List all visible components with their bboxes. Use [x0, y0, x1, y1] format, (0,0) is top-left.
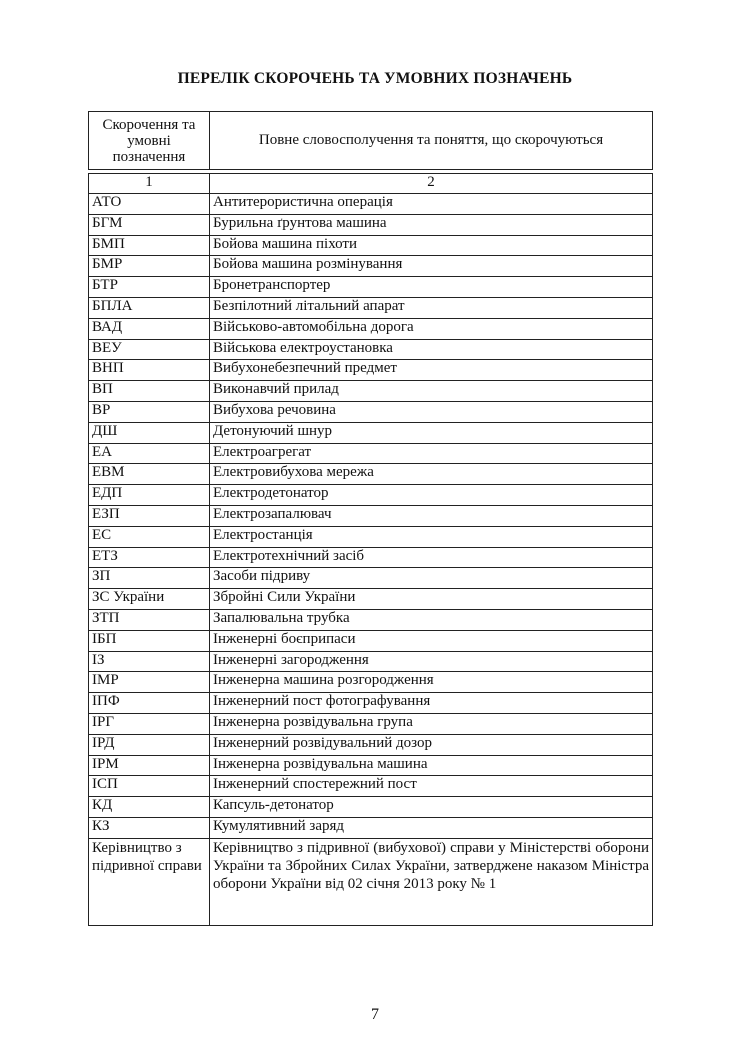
table-row [89, 776, 653, 797]
full-term-cell: Інженерний розвідувальний дозор [210, 734, 653, 755]
full-term-cell: Інженерна розвідувальна група [210, 713, 653, 734]
abbreviation-cell: БТР [89, 277, 210, 298]
full-term-cell: Бойова машина піхоти [210, 235, 653, 256]
full-term-cell: Капсуль-детонатор [210, 797, 653, 818]
table-row [89, 256, 653, 277]
table-row [89, 838, 653, 925]
full-term-cell: Електровибухова мережа [210, 464, 653, 485]
column-number-row [89, 174, 653, 194]
abbreviation-cell: ЕА [89, 443, 210, 464]
table-row [89, 381, 653, 402]
table-row [89, 401, 653, 422]
abbreviations-table [88, 173, 653, 926]
table-row [89, 277, 653, 298]
table-row [89, 734, 653, 755]
full-term-cell: Детонуючий шнур [210, 422, 653, 443]
table-row [89, 630, 653, 651]
full-term-cell: Інженерний спостережний пост [210, 776, 653, 797]
full-term-cell: Інженерний пост фотографування [210, 693, 653, 714]
full-term-cell: Електростанція [210, 526, 653, 547]
abbreviation-cell: ЕТЗ [89, 547, 210, 568]
full-term-cell: Бойова машина розмінування [210, 256, 653, 277]
abbreviation-cell: ІРМ [89, 755, 210, 776]
table-row [89, 194, 653, 215]
table-row [89, 235, 653, 256]
abbreviation-cell: БПЛА [89, 297, 210, 318]
column-number-2: 2 [210, 174, 653, 194]
full-term-cell: Електроагрегат [210, 443, 653, 464]
table-row [89, 485, 653, 506]
full-term-cell: Електротехнічний засіб [210, 547, 653, 568]
abbreviation-cell: КЗ [89, 817, 210, 838]
abbreviation-cell: ІМР [89, 672, 210, 693]
abbreviation-cell: ІРД [89, 734, 210, 755]
full-term-cell: Інженерна розвідувальна машина [210, 755, 653, 776]
abbreviation-cell: ІСП [89, 776, 210, 797]
header-full-term: Повне словосполучення та поняття, що скорочуються [258, 132, 604, 148]
table-row [89, 568, 653, 589]
table-header [88, 111, 653, 170]
abbreviation-cell: ВР [89, 401, 210, 422]
abbreviation-cell: ЕВМ [89, 464, 210, 485]
abbreviation-cell: БГМ [89, 214, 210, 235]
full-term-cell: Інженерні загородження [210, 651, 653, 672]
abbreviation-cell: ЗП [89, 568, 210, 589]
full-term-cell: Вибухонебезпечний предмет [210, 360, 653, 381]
full-term-cell: Кумулятивний заряд [210, 817, 653, 838]
abbreviation-cell: ДШ [89, 422, 210, 443]
table-row [89, 214, 653, 235]
abbreviation-cell: Керівництво з підривної справи [89, 838, 210, 925]
page-number: 7 [371, 1006, 379, 1023]
table-row [89, 443, 653, 464]
abbreviation-cell: ЕС [89, 526, 210, 547]
abbreviation-cell: ЗС України [89, 589, 210, 610]
abbreviation-cell: ЗТП [89, 609, 210, 630]
header-abbreviation: Скорочення та умовні позначення [89, 112, 210, 169]
abbreviation-cell: ІРГ [89, 713, 210, 734]
abbreviation-cell: ВАД [89, 318, 210, 339]
full-term-cell: Виконавчий прилад [210, 381, 653, 402]
abbreviation-cell: ЕЗП [89, 505, 210, 526]
full-term-cell: Бронетранспортер [210, 277, 653, 298]
full-term-cell: Безпілотний літальний апарат [210, 297, 653, 318]
full-term-cell: Інженерні боєприпаси [210, 630, 653, 651]
table-row [89, 505, 653, 526]
table-row [89, 526, 653, 547]
abbreviation-cell: ІПФ [89, 693, 210, 714]
table-row [89, 651, 653, 672]
table-row [89, 297, 653, 318]
full-term-cell: Військово-автомобільна дорога [210, 318, 653, 339]
abbreviation-cell: ВНП [89, 360, 210, 381]
full-term-cell: Засоби підриву [210, 568, 653, 589]
full-term-cell: Електродетонатор [210, 485, 653, 506]
column-number-1: 1 [89, 174, 210, 194]
table-row [89, 672, 653, 693]
table-row [89, 609, 653, 630]
page-title: ПЕРЕЛІК СКОРОЧЕНЬ ТА УМОВНИХ ПОЗНАЧЕНЬ [177, 70, 573, 87]
abbreviation-cell: ВЕУ [89, 339, 210, 360]
table-row [89, 422, 653, 443]
full-term-cell: Інженерна машина розгородження [210, 672, 653, 693]
table-row [89, 339, 653, 360]
table-row [89, 464, 653, 485]
abbreviation-cell: ІБП [89, 630, 210, 651]
table-row [89, 797, 653, 818]
full-term-cell: Збройні Сили України [210, 589, 653, 610]
full-term-cell: Бурильна ґрунтова машина [210, 214, 653, 235]
table-row [89, 755, 653, 776]
table-row [89, 547, 653, 568]
abbreviation-cell: КД [89, 797, 210, 818]
full-term-cell: Вибухова речовина [210, 401, 653, 422]
abbreviation-cell: АТО [89, 194, 210, 215]
abbreviation-cell: ЕДП [89, 485, 210, 506]
full-term-cell: Військова електроустановка [210, 339, 653, 360]
table-row [89, 589, 653, 610]
table-row [89, 817, 653, 838]
full-term-cell: Запалювальна трубка [210, 609, 653, 630]
full-term-cell: Електрозапалювач [210, 505, 653, 526]
table-row [89, 318, 653, 339]
abbreviation-cell: ІЗ [89, 651, 210, 672]
abbreviation-cell: БМП [89, 235, 210, 256]
table-row [89, 693, 653, 714]
table-row [89, 360, 653, 381]
full-term-cell: Керівництво з підривної (вибухової) справи у Міністерстві оборони України та Збройних Силах України, затверджене наказом Міністра оборони України від 02 січня 2013 року № 1 [210, 838, 653, 925]
abbreviation-cell: БМР [89, 256, 210, 277]
table-row [89, 713, 653, 734]
full-term-cell: Антитерористична операція [210, 194, 653, 215]
abbreviation-cell: ВП [89, 381, 210, 402]
